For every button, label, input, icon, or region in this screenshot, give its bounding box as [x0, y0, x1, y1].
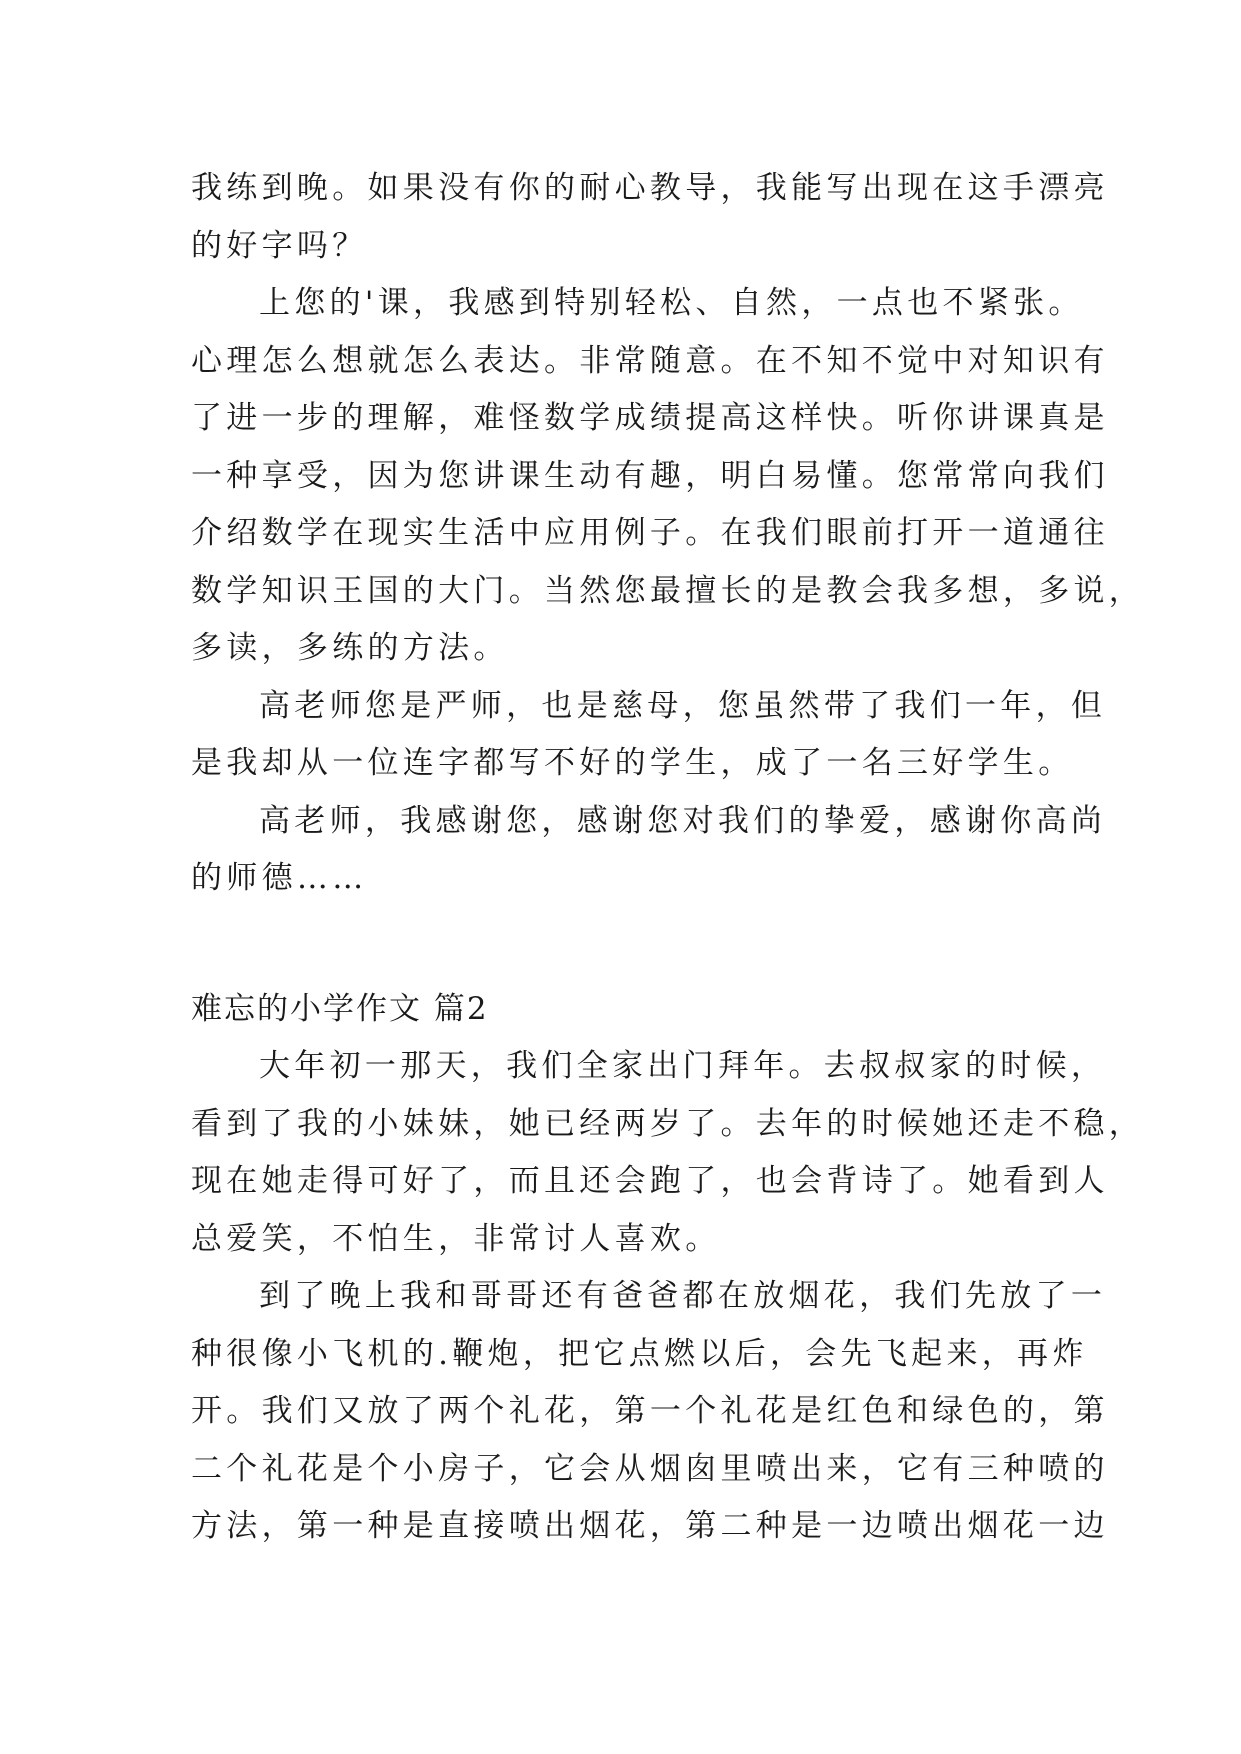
text-line: 我练到晚。如果没有你的耐心教导，我能写出现在这手漂亮: [191, 170, 1109, 206]
text-line: 心理怎么想就怎么表达。非常随意。在不知不觉中对知识有: [191, 342, 1109, 379]
text-line: 高老师您是严师，也是慈母，您虽然带了我们一年，但: [259, 687, 1107, 724]
text-line: 一种享受，因为您讲课生动有趣，明白易懂。您常常向我们: [191, 457, 1109, 494]
text-line: 看到了我的小妹妹，她已经两岁了。去年的时候她还走不稳，: [191, 1105, 1145, 1142]
text-line: 介绍数学在现实生活中应用例子。在我们眼前打开一道通往: [191, 515, 1109, 551]
essay-section-2: [191, 1038, 1145, 1556]
text-line: 种很像小飞机的.鞭炮，把它点燃以后，会先飞起来，再炸: [191, 1335, 1088, 1372]
text-line: 高老师，我感谢您，感谢您对我们的挚爱，感谢你高尚: [259, 802, 1107, 839]
text-line: 现在她走得可好了，而且还会跑了，也会背诗了。她看到人: [191, 1163, 1109, 1199]
text-line: 开。我们又放了两个礼花，第一个礼花是红色和绿色的，第: [191, 1393, 1109, 1429]
text-line: 的师德……: [191, 860, 368, 896]
text-line: 到了晚上我和哥哥还有爸爸都在放烟花，我们先放了一: [259, 1278, 1107, 1314]
text-line: 的好字吗？: [191, 227, 368, 264]
text-line: 多读，多练的方法。: [191, 630, 509, 666]
essay-section-1: [191, 160, 1145, 908]
text-line: 了进一步的理解，难怪数学成绩提高这样快。听你讲课真是: [191, 400, 1109, 436]
section-heading: 难忘的小学作文 篇2: [191, 991, 489, 1027]
text-line: 数学知识王国的大门。当然您最擅长的是教会我多想，多说，: [191, 572, 1145, 609]
text-line: 方法，第一种是直接喷出烟花，第二种是一边喷出烟花一边: [191, 1508, 1109, 1544]
text-line: 是我却从一位连字都写不好的学生，成了一名三好学生。: [191, 745, 1074, 781]
text-line: 总爱笑，不怕生，非常讨人喜欢。: [191, 1220, 721, 1257]
text-line: 上您的'课，我感到特别轻松、自然，一点也不紧张。: [259, 285, 1084, 321]
text-line: 大年初一那天，我们全家出门拜年。去叔叔家的时候，: [259, 1048, 1107, 1084]
text-line: 二个礼花是个小房子，它会从烟囱里喷出来，它有三种喷的: [191, 1450, 1109, 1487]
